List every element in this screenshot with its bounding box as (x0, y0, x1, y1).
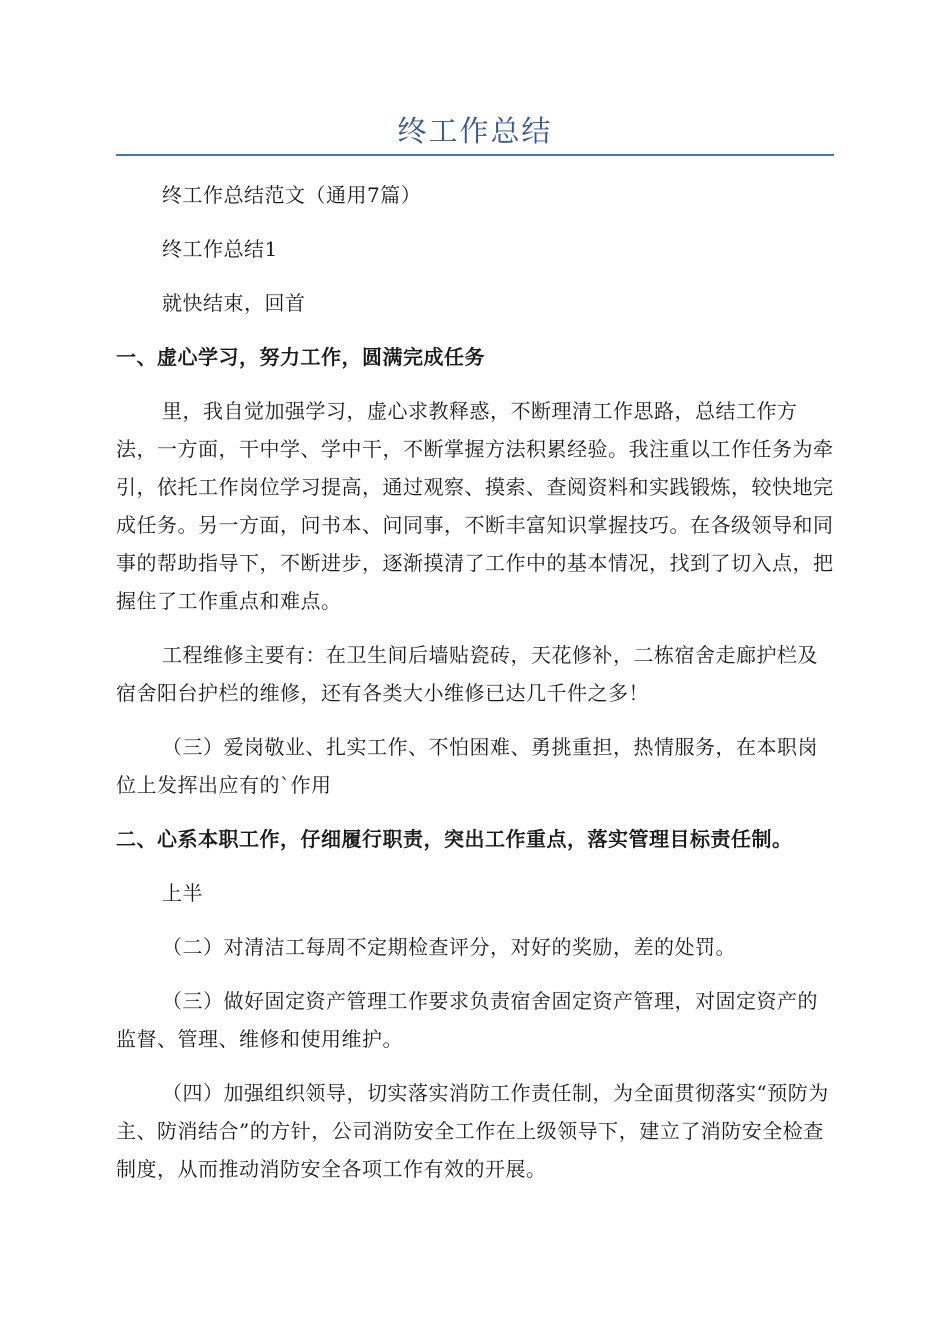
paragraph-5: （二）对清洁工每周不定期检查评分，对好的奖励，差的处罚。 (162, 935, 736, 959)
paragraph-3: （三）爱岗敬业、扎实工作、不怕困难、勇挑重担，热情服务，在本职岗位上发挥出应有的`作用 (116, 735, 818, 797)
paragraph-6: （三）做好固定资产管理工作要求负责宿舍固定资产管理，对固定资产的监督、管理、维修和使用维护。 (116, 989, 818, 1051)
title-underline (116, 154, 834, 156)
document-title: 终工作总结 (397, 114, 553, 148)
paragraph-4: 上半 (162, 881, 203, 905)
document-page (116, 0, 834, 1204)
document-subtitle: 终工作总结范文（通用7篇） (162, 183, 422, 207)
section-label: 终工作总结1 (162, 237, 278, 261)
document-body (116, 176, 834, 1188)
paragraph-7: （四）加强组织领导，切实落实消防工作责任制，为全面贯彻落实“预防为主、防消结合”的方针，公司消防安全工作在上级领导下，建立了消防安全检查制度，从而推动消防安全各项工作有效的开展。 (116, 1081, 829, 1181)
intro-paragraph: 就快结束，回首 (162, 291, 306, 315)
heading-2: 二、心系本职工作，仔细履行职责，突出工作重点，落实管理目标责任制。 (116, 827, 793, 851)
paragraph-1: 里，我自觉加强学习，虚心求教释惑，不断理清工作思路，总结工作方法，一方面，干中学、学中干，不断掌握方法积累经验。我注重以工作任务为牵引，依托工作岗位学习提高，通过观察、摸索、查阅资料和实践锻炼，较快地完成任务。另一方面，问书本、问同事，不断丰富知识掌握技巧。在各级领导和同事的帮助指导下，不断进步，逐渐摸清了工作中的基本情况，找到了切入点，把握住了工作重点和难点。 (116, 399, 834, 613)
paragraph-2: 工程维修主要有：在卫生间后墙贴瓷砖，天花修补，二栋宿舍走廊护栏及宿舍阳台护栏的维修，还有各类大小维修已达几千件之多！ (116, 643, 818, 705)
heading-1: 一、虚心学习，努力工作，圆满完成任务 (116, 345, 485, 369)
